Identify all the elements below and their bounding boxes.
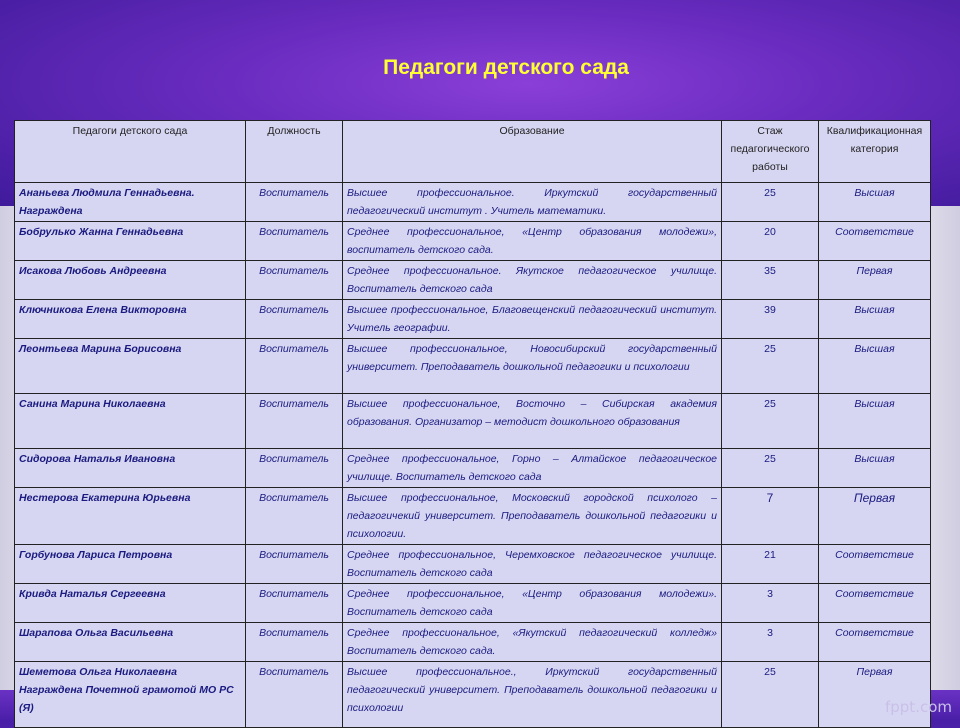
teacher-name-cell: Нестерова Екатерина Юрьевна [15,488,246,545]
teacher-name-cell: Шеметова Ольга Николаевна Награждена Почетной грамотой МО РС (Я) [15,662,246,728]
table-row [15,394,931,449]
experience-cell: 3 [722,623,819,662]
table-row [15,623,931,662]
slide-title: Педагоги детского сада [383,56,629,79]
education-cell: Высшее профессиональное, Восточно – Сибирская академия образования. Организатор – методист дошкольного образования [343,394,722,449]
position-cell: Воспитатель [246,339,343,394]
teacher-name-cell: Бобрулько Жанна Геннадьевна [15,222,246,261]
experience-cell: 25 [722,394,819,449]
experience-cell: 25 [722,449,819,488]
teacher-name-cell: Леонтьева Марина Борисовна [15,339,246,394]
table-row [15,339,931,394]
position-cell: Воспитатель [246,183,343,222]
position-cell: Воспитатель [246,623,343,662]
category-cell: Соответствие [819,584,931,623]
header-category: Квалификационная категория [819,121,931,183]
header-name: Педагоги детского сада [15,121,246,183]
education-cell: Высшее профессиональное. Иркутский государственный педагогический институт . Учитель математики. [343,183,722,222]
experience-cell: 20 [722,222,819,261]
experience-cell: 25 [722,662,819,728]
education-cell: Среднее профессиональное. Якутское педагогическое училище. Воспитатель детского сада [343,261,722,300]
education-cell: Среднее профессиональное, Черемховское педагогическое училище. Воспитатель детского сада [343,545,722,584]
experience-cell: 3 [722,584,819,623]
education-cell: Высшее профессиональное, Новосибирский государственный университет. Преподаватель дошкольной педагогики и психологии [343,339,722,394]
table-row [15,261,931,300]
table-row [15,488,931,545]
teacher-name-cell: Сидорова Наталья Ивановна [15,449,246,488]
header-education: Образование [343,121,722,183]
watermark: fppt.com [884,698,952,716]
education-cell: Высшее профессиональное., Иркутский государственный педагогический университет. Преподаватель дошкольной педагогики и психологии [343,662,722,728]
position-cell: Воспитатель [246,488,343,545]
category-cell: Соответствие [819,545,931,584]
experience-cell: 35 [722,261,819,300]
category-cell: Высшая [819,449,931,488]
experience-cell: 7 [722,488,819,545]
position-cell: Воспитатель [246,584,343,623]
teacher-name-cell: Исакова Любовь Андреевна [15,261,246,300]
teacher-name-cell: Ананьева Людмила Геннадьевна. Награждена [15,183,246,222]
education-cell: Среднее профессиональное, «Якутский педагогический колледж» Воспитатель детского сада. [343,623,722,662]
position-cell: Воспитатель [246,394,343,449]
table-row [15,545,931,584]
table-row [15,584,931,623]
education-cell: Среднее профессиональное, «Центр образования молодежи». Воспитатель детского сада [343,584,722,623]
position-cell: Воспитатель [246,545,343,584]
header-experience: Стаж педагогического работы [722,121,819,183]
category-cell: Соответствие [819,623,931,662]
experience-cell: 39 [722,300,819,339]
category-cell: Первая [819,261,931,300]
category-cell: Первая [819,662,931,728]
table-row [15,222,931,261]
table-header-row [15,121,931,183]
position-cell: Воспитатель [246,662,343,728]
experience-cell: 25 [722,183,819,222]
teacher-name-cell: Кривда Наталья Сергеевна [15,584,246,623]
position-cell: Воспитатель [246,300,343,339]
education-cell: Высшее профессиональное, Благовещенский педагогический институт. Учитель географии. [343,300,722,339]
education-cell: Среднее профессиональное, Горно – Алтайское педагогическое училище. Воспитатель детского сада [343,449,722,488]
table-row [15,300,931,339]
experience-cell: 25 [722,339,819,394]
category-cell: Первая [819,488,931,545]
teachers-table [14,120,931,728]
position-cell: Воспитатель [246,261,343,300]
table-row [15,183,931,222]
experience-cell: 21 [722,545,819,584]
teacher-name-cell: Горбунова Лариса Петровна [15,545,246,584]
education-cell: Среднее профессиональное, «Центр образования молодежи», воспитатель детского сада. [343,222,722,261]
position-cell: Воспитатель [246,449,343,488]
table-row [15,662,931,728]
teacher-name-cell: Шарапова Ольга Васильевна [15,623,246,662]
category-cell: Высшая [819,339,931,394]
category-cell: Соответствие [819,222,931,261]
table-row [15,449,931,488]
position-cell: Воспитатель [246,222,343,261]
teacher-name-cell: Ключникова Елена Викторовна [15,300,246,339]
header-position: Должность [246,121,343,183]
teacher-name-cell: Санина Марина Николаевна [15,394,246,449]
category-cell: Высшая [819,183,931,222]
category-cell: Высшая [819,394,931,449]
education-cell: Высшее профессиональное, Московский городской психолого – педагогичекий университет. Преподаватель дошкольной педагогики и психологии. [343,488,722,545]
category-cell: Высшая [819,300,931,339]
